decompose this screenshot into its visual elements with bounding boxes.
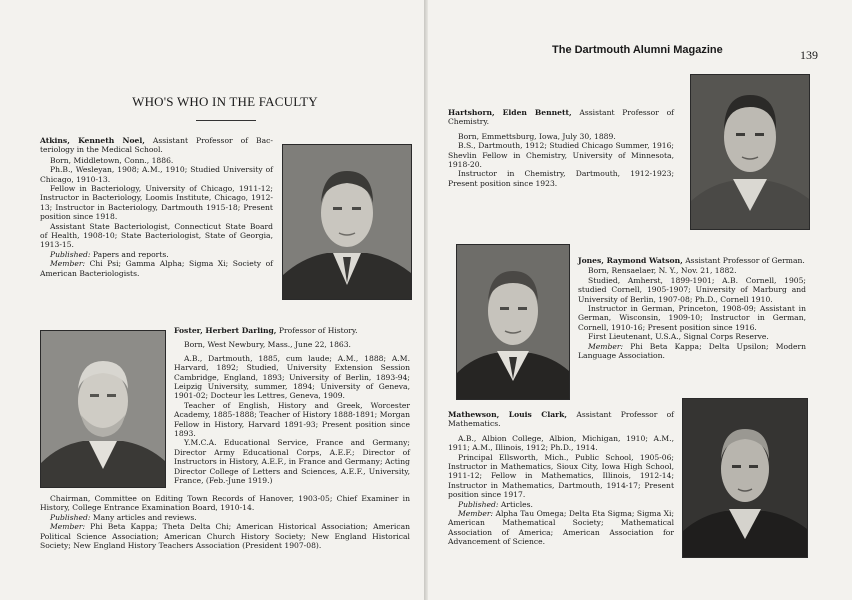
mathewson-career: Principal Ellsworth, Mich., Public School, 1905-06; Instructor in Mathematics, Sioux City, Iowa High School, 1911-12; Fellow in Mathematics, Illinois, 1912-14; Instructor in Mathematics, Dartmouth, 1914-17; Present position since 1917. <box>448 452 674 500</box>
foster-born: Born, West Newbury, Mass., June 22, 1863. <box>184 340 351 350</box>
portrait-foster <box>40 330 166 488</box>
atkins-name: Atkins, Kenneth Noel, <box>40 136 145 145</box>
hartshorn-degrees: B.S., Dartmouth, 1912; Studied Chicago Summer, 1916; Shevlin Fellow in Chemistry, University of Minnesota, 1918-20. <box>448 141 674 170</box>
right-page <box>428 0 852 600</box>
atkins-published: Papers and reports. <box>92 249 169 259</box>
atkins-degrees: Ph.B., Wesleyan, 1908; A.M., 1910; Studied University of Chicago, 1910-13. <box>40 165 273 184</box>
mathewson-degrees: A.B., Albion College, Albion, Michigan, 1910; A.M., 1911; A.M., Illinois, 1912; Ph.D., 1914. <box>448 433 674 453</box>
jones-title: Assistant Professor of German. <box>685 256 805 265</box>
atkins-career: Fellow in Bacteriology, University of Chicago, 1911-12; Instructor in Bacteriology, Loomis Institute, Chicago, 1912-13; Instructor in Bacteriology, Dartmouth 1915-18; Present position since 1918. <box>40 184 273 222</box>
foster-degrees: A.B., Dartmouth, 1885, cum laude; A.M., 1888; A.M. Harvard, 1892; Studied, University Extension Session Cambridge, England, 1893; University of Berlin, 1893-94; Leipzig University, summer, 1894; University of Geneva, 1901-02; Docteur les Lettres, Geneva, 1909. <box>174 353 410 401</box>
section-title: WHO'S WHO IN THE FACULTY <box>132 94 318 109</box>
jones-name: Jones, Raymond Watson, <box>578 256 683 265</box>
hartshorn-title: Assistant Professor of Chemistry. <box>448 108 674 127</box>
foster-published: Many articles and reviews. <box>92 512 197 522</box>
foster-chairman: Chairman, Committee on Editing Town Records of Hanover, 1903-05; Chief Examiner in History, College Entrance Examination Board, 1910-14. <box>40 494 410 513</box>
portrait-hartshorn <box>690 74 810 230</box>
mathewson-published: Articles. <box>500 499 533 509</box>
mathewson-member: Alpha Tau Omega; Delta Eta Sigma; Sigma Xi; American Mathematical Society; Mathematical Association of America; American Association for Advancement of Science. <box>448 509 675 547</box>
atkins-member-label: Member: <box>50 259 86 269</box>
jones-member: Phi Beta Kappa; Delta Upsilon; Modern Language Association. <box>578 341 806 361</box>
mathewson-member-label: Member: <box>458 509 494 519</box>
portrait-mathewson <box>682 398 808 558</box>
foster-name: Foster, Herbert Darling, <box>174 326 277 335</box>
jones-member-label: Member: <box>588 341 624 351</box>
magazine-title: The Dartmouth Alumni Magazine <box>552 44 723 56</box>
left-page <box>0 0 424 600</box>
entry-foster-top <box>174 326 410 486</box>
hartshorn-born: Born, Emmettsburg, Iowa, July 30, 1889. <box>458 131 616 141</box>
mathewson-published-label: Published: <box>458 499 499 509</box>
foster-title: Professor of History. <box>278 326 358 335</box>
foster-published-label: Published: <box>50 512 91 522</box>
portrait-jones <box>456 244 570 400</box>
entry-atkins <box>40 136 273 278</box>
mathewson-name: Mathewson, Louis Clark, <box>448 410 568 419</box>
jones-born: Born, Rensaelaer, N. Y., Nov. 21, 1882. <box>588 266 737 276</box>
jones-military: First Lieutenant, U.S.A., Signal Corps Reserve. <box>588 332 769 342</box>
hartshorn-name: Hartshorn, Elden Bennett, <box>448 108 572 117</box>
atkins-member: Chi Psi; Gamma Alpha; Sigma Xi; Society of American Bacteriologists. <box>40 259 273 278</box>
foster-member: Phi Beta Kappa; Theta Delta Chi; American Historical Association; American Political Science Association; American Church History Society; New England Historical Society; New England History Teachers Association (President 1907-08). <box>40 522 410 551</box>
foster-member-label: Member: <box>50 522 86 532</box>
atkins-born: Born, Middletown, Conn., 1886. <box>50 155 174 165</box>
foster-ymca: Y.M.C.A. Educational Service, France and Germany; Director Army Educational Corps, A.E.F.; Director of Instructors in History, A.E.F., in France and Germany; Acting Director College of Letters and Sciences, A.E.F., University, France, (Feb.-June 1919.) <box>174 438 410 486</box>
jones-degrees: Studied, Amherst, 1899-1901; A.B. Cornell, 1905; studied Cornell, 1905-1907; University of Marburg and University of Berlin, 1907-08; Ph.D., Cornell 1910. <box>578 275 806 304</box>
hartshorn-career: Instructor in Chemistry, Dartmouth, 1912-1923; Present position since 1923. <box>448 169 674 188</box>
atkins-title: Assistant Professor of Bac-teriology in the Medical School. <box>40 136 273 155</box>
title-rule <box>196 120 256 121</box>
page-number: 139 <box>800 48 818 62</box>
mathewson-title: Assistant Professor of Mathematics. <box>448 410 674 429</box>
entry-foster-bottom <box>40 494 410 550</box>
entry-hartshorn <box>448 108 674 188</box>
jones-career: Instructor in German, Princeton, 1908-09; Assistant in German, Wisconsin, 1909-10; Instructor in German, Cornell, 1910-16; Present position since 1916. <box>578 304 806 332</box>
atkins-published-label: Published: <box>50 249 91 259</box>
entry-jones <box>578 256 806 360</box>
entry-mathewson <box>448 410 674 547</box>
foster-teacher: Teacher of English, History and Greek, Worcester Academy, 1885-1888; Teacher of History 1888-1891; Morgan Fellow in History, Harvard 1891-93; Present position since 1893. <box>174 400 410 439</box>
atkins-state: Assistant State Bacteriologist, Connecticut State Board of Health, 1908-10; State Bacteriologist, State of Georgia, 1913-15. <box>40 221 273 250</box>
portrait-atkins <box>282 144 412 300</box>
